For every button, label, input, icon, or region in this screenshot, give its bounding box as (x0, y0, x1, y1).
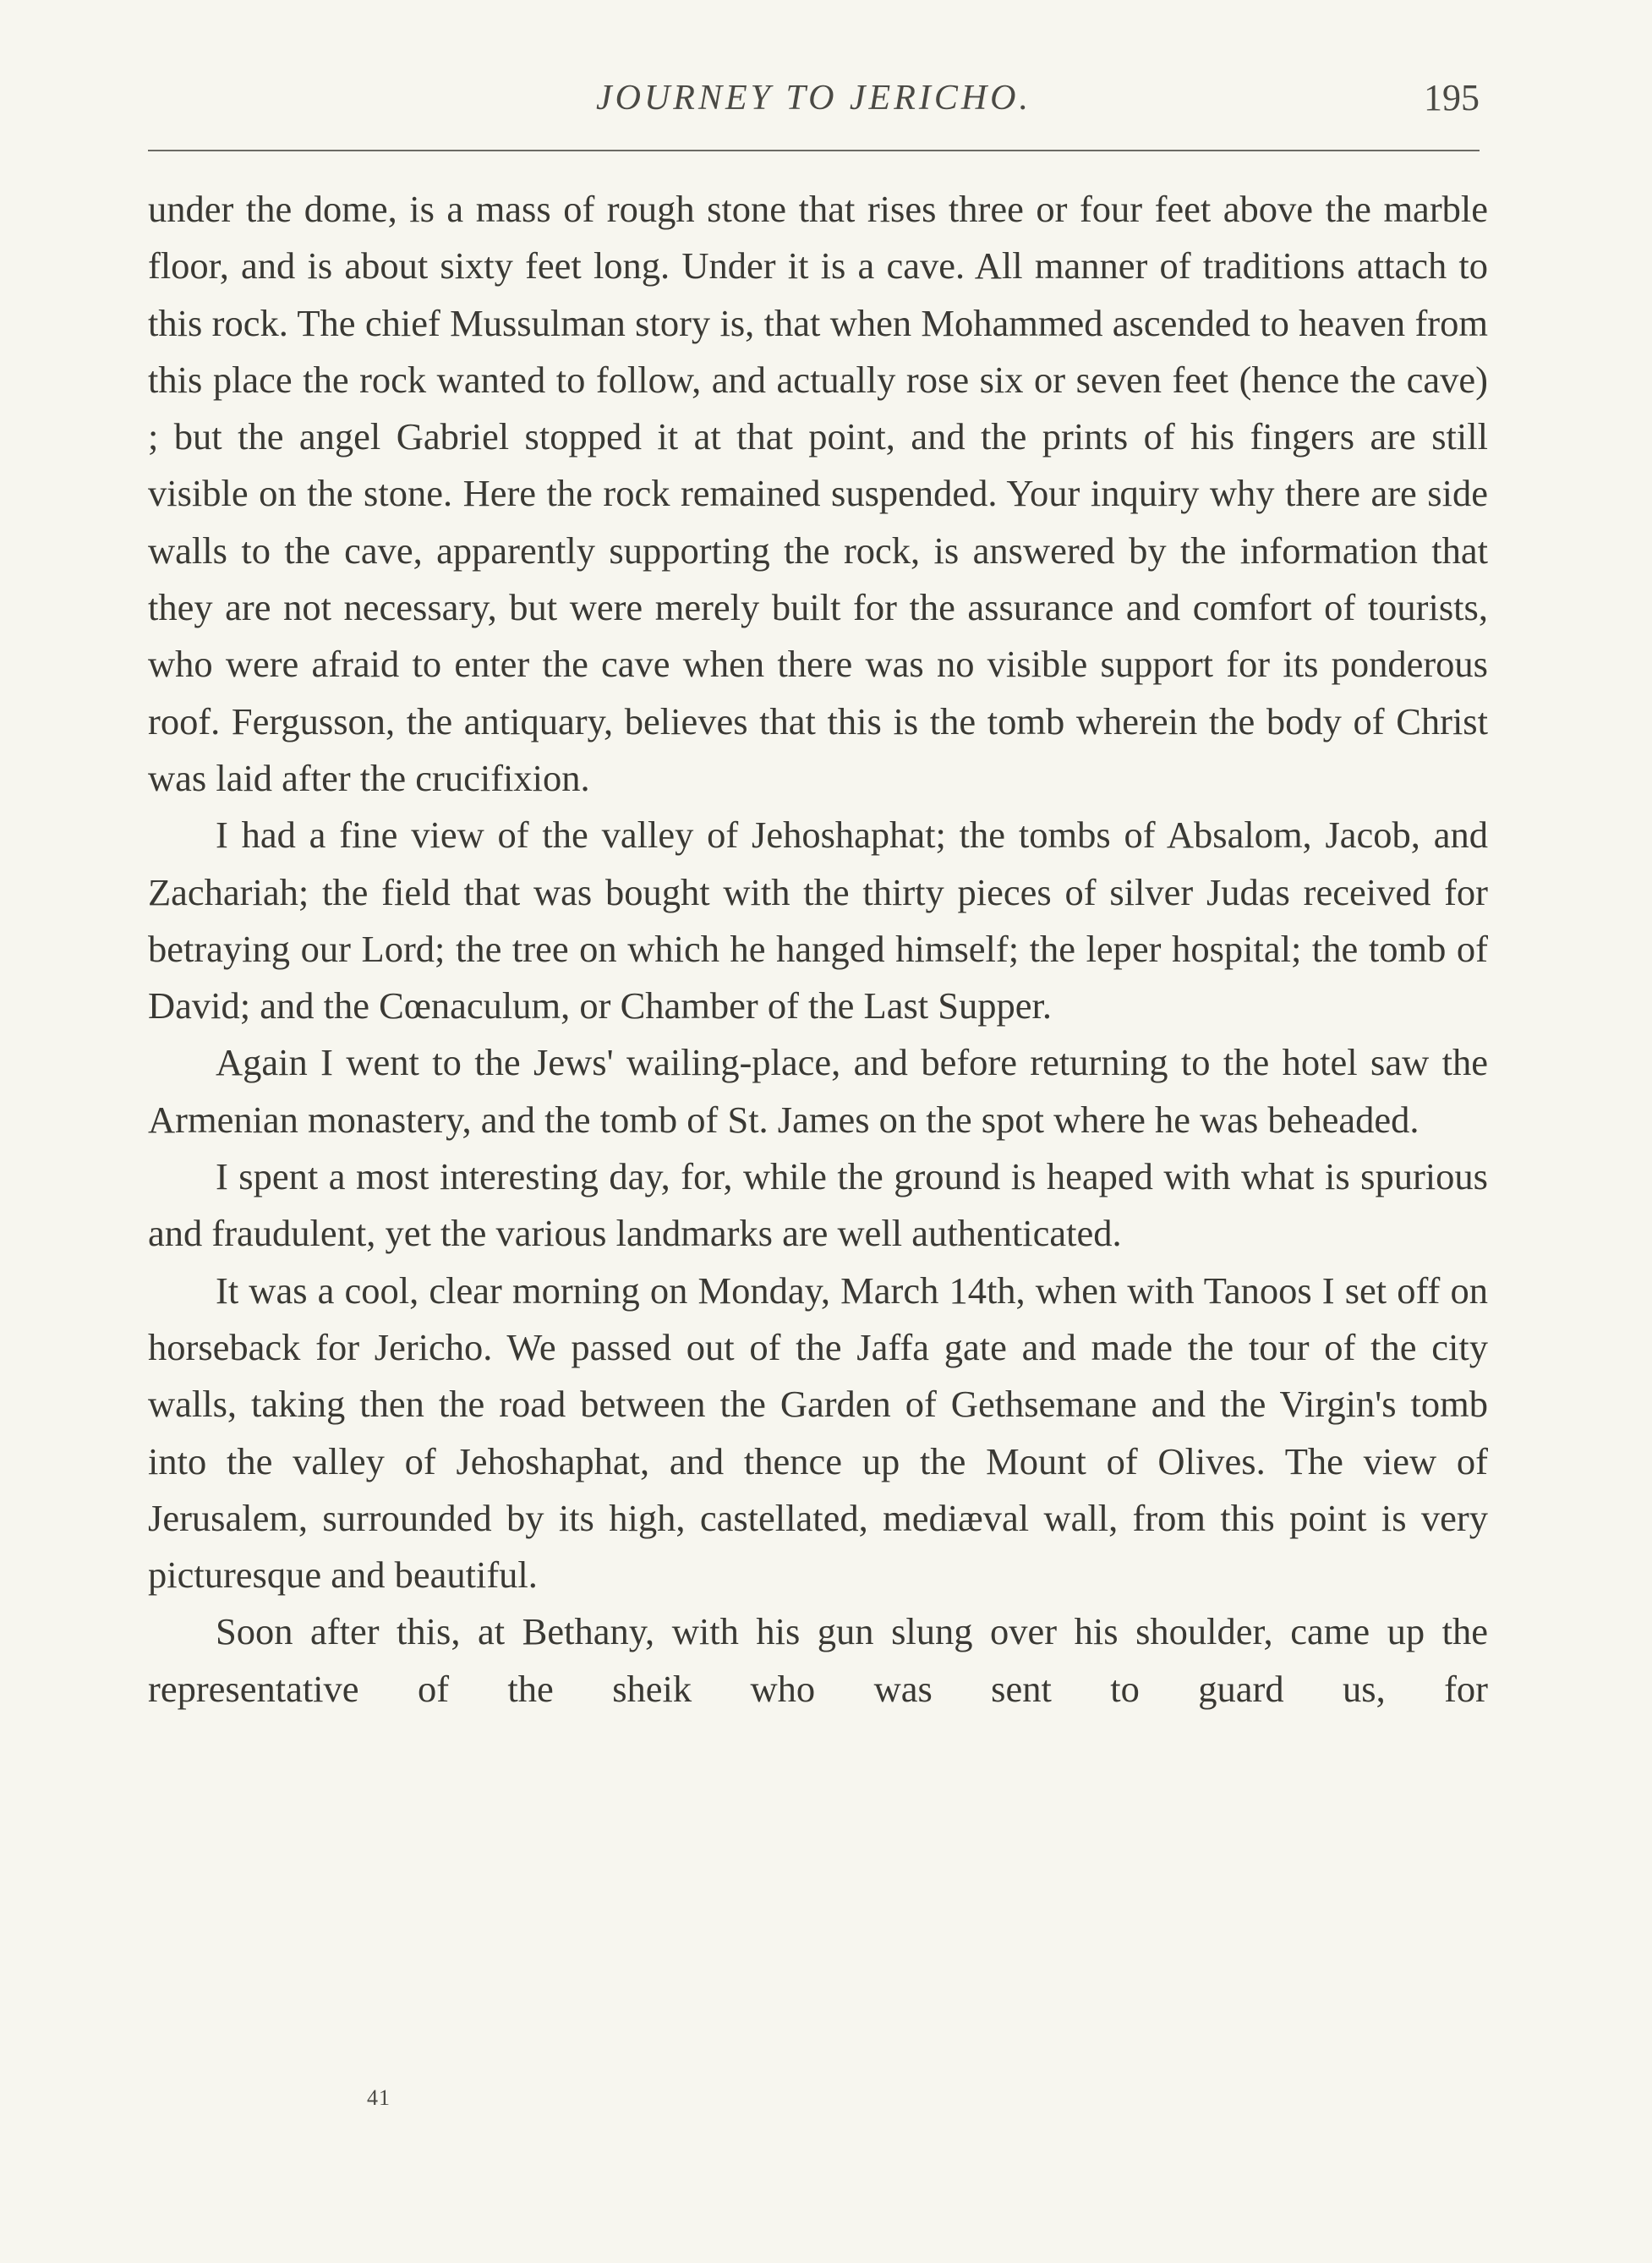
page-body (148, 181, 1488, 1718)
paragraph: under the dome, is a mass of rough stone that rises three or four feet above the marble floor, and is about sixty feet long. Under it is a cave. All manner of traditions attach to this rock. The chief Mussulman story is, that when Mohammed ascended to heaven from this place the rock wanted to follow, and actually rose six or seven feet (hence the cave) ; but the angel Gabriel stopped it at that point, and the prints of his fingers are still visible on the stone. Here the rock remained suspended. Your inquiry why there are side walls to the cave, apparently supporting the rock, is answered by the information that they are not necessary, but were merely built for the assurance and comfort of tourists, who were afraid to enter the cave when there was no visible support for its ponderous roof. Fergusson, the antiquary, believes that this is the tomb wherein the body of Christ was laid after the crucifixion. (148, 188, 1488, 799)
header-rule (148, 150, 1480, 151)
signature-mark: 41 (367, 2085, 391, 2110)
page-header (148, 68, 1480, 127)
running-title: JOURNEY TO JERICHO. (595, 79, 1032, 118)
paragraph: It was a cool, clear morning on Monday, March 14th, when with Tanoos I set off on horseback for Jericho. We passed out of the Jaffa gate and made the tour of the city walls, taking then the road between the Garden of Gethsemane and the Virgin's tomb into the valley of Jehoshaphat, and thence up the Mount of Olives. The view of Jerusalem, surrounded by its high, castellated, mediæval wall, from this point is very picturesque and beautiful. (148, 1268, 1488, 1597)
paragraph: Soon after this, at Bethany, with his gun slung over his shoulder, came up the representative of the sheik who was sent to guard us, for (148, 1610, 1488, 1710)
paragraph: I had a fine view of the valley of Jehoshaphat; the tombs of Absalom, Jacob, and Zachariah; the field that was bought with the thirty pieces of silver Judas received for betraying our Lord; the tree on which he hanged himself; the leper hospital; the tomb of David; and the Cœnaculum, or Chamber of the Last Supper. (148, 814, 1488, 1027)
paragraph: I spent a most interesting day, for, while the ground is heaped with what is spurious and fraudulent, yet the various landmarks are well authenticated. (148, 1155, 1488, 1255)
paragraph: Again I went to the Jews' wailing-place, and before returning to the hotel saw the Armenian monastery, and the tomb of St. James on the spot where he was beheaded. (148, 1041, 1488, 1141)
page-number: 195 (1424, 77, 1480, 118)
